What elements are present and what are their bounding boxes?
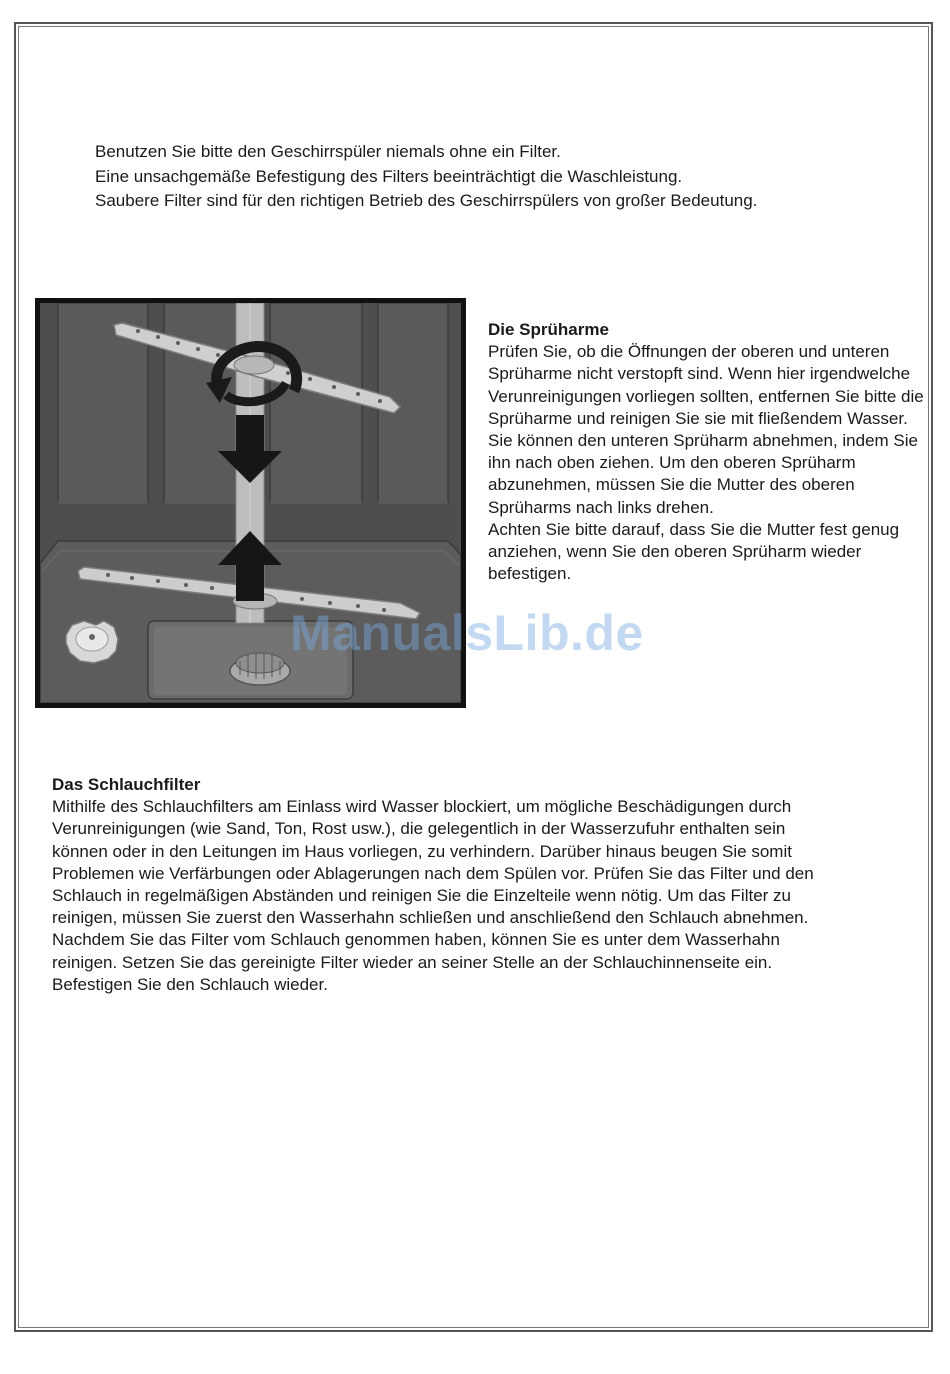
spray-arms-paragraph: Achten Sie bitte darauf, dass Sie die Mutter fest genug anziehen, wenn Sie den oberen Sprüharm wieder befestigen. bbox=[488, 519, 900, 584]
intro-text bbox=[95, 140, 757, 214]
intro-line: Saubere Filter sind für den richtigen Betrieb des Geschirrspülers von großer Bedeutung. bbox=[95, 191, 758, 210]
spray-arms-paragraph: Prüfen Sie, ob die Öffnungen der oberen und unteren Sprüharme nicht verstopft sind. Wenn hier irgendwelche Verunreinigungen vorliegen sollten, entfernen Sie bitte die Sprüharme und reinigen Sie sie mit fließendem Wasser. bbox=[488, 342, 924, 428]
watermark: ManualsLib.de bbox=[290, 605, 644, 661]
spray-arms-section bbox=[488, 319, 928, 585]
intro-line: Eine unsachgemäße Befestigung des Filters beeinträchtigt die Waschleistung. bbox=[95, 166, 683, 186]
hose-filter-section bbox=[52, 774, 922, 996]
hose-filter-body: Mithilfe des Schlauchfilters am Einlass wird Wasser blockiert, um mögliche Beschädigungen durch Verunreinigungen (wie Sand, Ton, Rost usw.), die gelegentlich in der Wasserzufuhr enthalten sein können oder in den Leitungen im Haus vorliegen, zu verhindern. Darüber hinaus beugen Sie somit Problemen wie Verfärbungen oder Ablagerungen nach dem Spülen vor. Prüfen Sie das Filter und den Schlauch in regelmäßigen Abständen und reinigen Sie die Einzelteile wenn nötig. Um das Filter zu reinigen, müssen Sie zuerst den Wasserhahn schließen und anschließend den Schlauch abnehmen. Nachdem Sie das Filter vom Schlauch genommen haben, können Sie es unter dem Wasserhahn reinigen. Setzen Sie das gereinigte Filter wieder an seiner Stelle an der Schlauchinnenseite ein. Befestigen Sie den Schlauch wieder. bbox=[52, 797, 814, 994]
intro-line: Benutzen Sie bitte den Geschirrspüler niemals ohne ein Filter. bbox=[95, 142, 561, 161]
spray-arms-heading: Die Sprüharme bbox=[488, 320, 609, 339]
hose-filter-heading: Das Schlauchfilter bbox=[52, 775, 201, 794]
spray-arms-paragraph: Sie können den unteren Sprüharm abnehmen, indem Sie ihn nach oben ziehen. Um den oberen Sprüharm abzunehmen, müssen Sie die Mutter des oberen Sprüharms nach links drehen. bbox=[488, 431, 919, 517]
